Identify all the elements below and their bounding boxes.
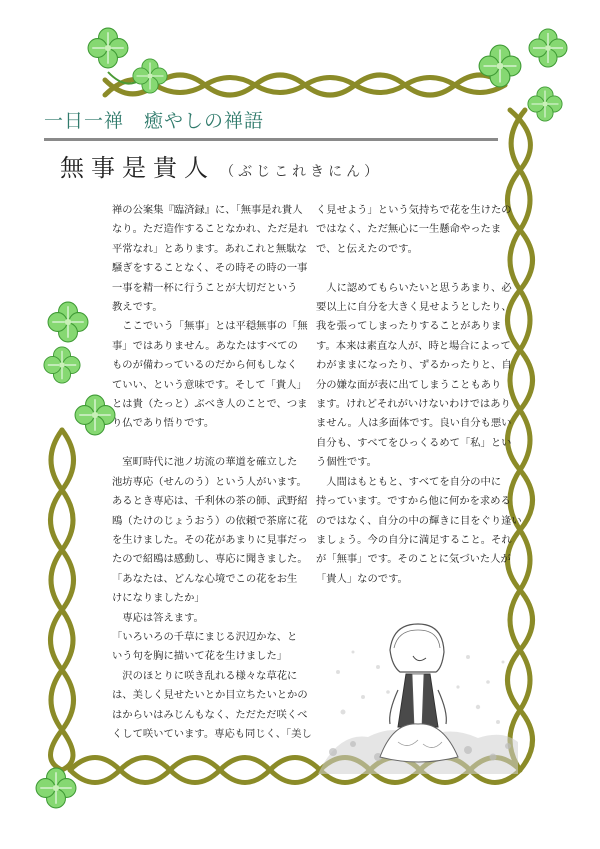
text-line: ではなく、ただ無心に一生懸命やったま [316, 223, 502, 236]
text-line: ものが備わっているのだから何もしなく [112, 359, 298, 372]
text-line: 禅の公案集『臨済録』に、「無事是れ貴人 [112, 204, 303, 216]
text-line: 池坊専応（せんのう）という人がいます。 [112, 475, 307, 488]
text-line: 事」ではありません。あなたはすべての [112, 339, 298, 352]
zen-phrase: 無事是貴人 [60, 154, 215, 182]
left-vine [51, 430, 74, 770]
clover-icon [529, 29, 567, 67]
zen-phrase-reading: （ぶじこれきにん） [220, 164, 383, 180]
text-line: 平常なれ」とあります。あれこれと無駄な [112, 242, 307, 255]
text-line: で、と伝えたのです。 [316, 242, 418, 255]
text-line: 分の嫌な面が表に出てしまうこともあり [316, 378, 502, 391]
text-line: 「いろいろの千草にまじる沢辺かな、と [112, 630, 298, 643]
text-line: 要以上に自分を大きく見せようとしたり、 [316, 301, 512, 314]
text-line: ていい、という意味です。そして「貴人」 [112, 378, 307, 391]
zen-phrase-heading [60, 148, 382, 183]
clover-icon [75, 395, 115, 435]
text-line: あるとき専応は、千利休の茶の師、武野紹 [112, 495, 308, 508]
page-title: 一日一禅 癒やしの禅語 [44, 110, 265, 132]
clover-icon [44, 347, 80, 383]
text-line: たので紹鴎は感動し、専応に聞きました。 [112, 553, 308, 566]
text-line: が「無事」です。そのことに気づいた人が [316, 553, 511, 566]
text-line: を生けました。その花があまりに見事だっ [112, 533, 308, 546]
text-line: う個性です。 [316, 456, 377, 469]
text-line: 教えです。 [112, 301, 163, 314]
text-line: 我を張ってしまったりすることがありま [316, 320, 502, 333]
text-line: 自分も、すべてをひっくるめて「私」とい [316, 436, 512, 449]
text-line: ましょう。今の自分に満足すること。それ [316, 533, 512, 546]
text-line: なり。ただ造作することなかれ、ただ是れ [112, 223, 309, 236]
text-line: 人に認めてもらいたいと思うあまり、必 [316, 281, 512, 294]
clover-icon [36, 768, 76, 808]
text-line: 「あなたは、どんな心境でこの花をお生 [112, 572, 298, 585]
text-line [316, 259, 514, 278]
text-line: 鴎（たけのじょうおう）の依頼で茶席に花 [112, 514, 308, 527]
article-column-left [112, 201, 310, 744]
text-line: 「貴人」なのです。 [316, 572, 408, 585]
text-line: ここでいう「無事」とは平穏無事の「無 [112, 320, 308, 333]
text-line: 騒ぎをすることなく、その時その時の一事 [112, 262, 308, 275]
text-line: 室町時代に池ノ坊流の華道を確立した [112, 456, 298, 469]
clover-icon [88, 28, 128, 68]
text-line [112, 434, 310, 453]
text-line: のではなく、自分の中の輝きに目をぐり逢い [316, 514, 522, 527]
article-column-right [316, 201, 522, 589]
text-line: 一事を精一杯に行うことが大切だという [112, 281, 298, 294]
text-line: り仏であり悟りです。 [112, 417, 215, 430]
text-line: す。本来は素直な人が、時と場合によって [316, 339, 511, 352]
clover-icon [479, 45, 521, 87]
text-line: けになりましたか」 [112, 592, 205, 605]
text-line: わがままになったり、ずるかったりと、自 [316, 359, 512, 372]
text-line: 沢のほとりに咲き乱れる様々な草花に [112, 669, 298, 682]
text-line: 人間はもともと、すべてを自分の中に [316, 475, 502, 488]
text-line: は、美しく見せたいとか目立ちたいとかの [112, 689, 308, 702]
text-line: くして咲いています。専応も同じく、「美し [112, 727, 312, 740]
girl-among-flowers-illustration [318, 612, 518, 774]
clover-icon [48, 302, 88, 342]
text-line: 持っています。ですから他に何かを求める [316, 495, 511, 508]
text-line: ます。けれどそれがいけないわけではあり [316, 398, 511, 411]
text-line: く見せよう」という気持ちで花を生けたの [316, 204, 512, 216]
text-line: ません。人は多面体です。良い自分も悪い [316, 417, 512, 430]
clover-icon [528, 87, 562, 121]
text-line: とは貴（たっと）ぶべき人のことで、つま [112, 398, 308, 411]
text-line: はからいはみじんもなく、ただただ咲くべ [112, 708, 308, 721]
text-line: いう句を胸に描いて花を生けました」 [112, 650, 288, 663]
text-line: 専応は答えます。 [112, 611, 204, 624]
title-underline [44, 138, 498, 141]
